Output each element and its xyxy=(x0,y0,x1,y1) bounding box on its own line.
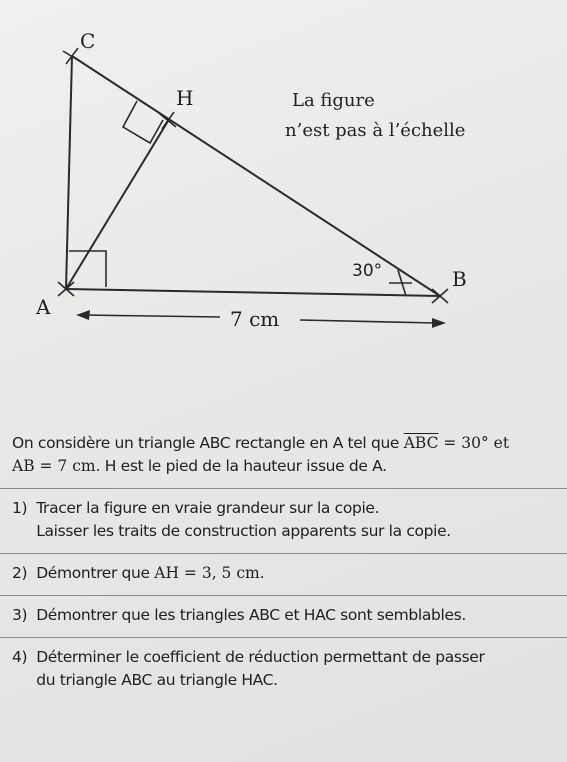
question-1 xyxy=(12,497,560,543)
intro-text-a: On considère un triangle ABC rectangle en A tel que xyxy=(12,434,404,452)
intro-line-2 xyxy=(12,455,560,478)
question-4 xyxy=(12,646,560,692)
question-number: 2) xyxy=(12,564,28,582)
question-2-text: Démontrer que xyxy=(36,564,155,582)
question-4-line-1: Déterminer le coefficient de réduction permettant de passer xyxy=(36,648,485,666)
right-angle-mark-h xyxy=(123,101,163,143)
vertex-label-h: H xyxy=(176,86,194,110)
intro-text-b: = 30° et xyxy=(438,434,510,452)
intro-text-c: . H est le pied de la hauteur issue de A. xyxy=(95,457,387,475)
question-2-line-1 xyxy=(36,562,264,585)
divider xyxy=(0,637,567,638)
altitude-ah xyxy=(66,121,168,289)
length-arrow-right xyxy=(300,320,436,323)
vertex-label-c: C xyxy=(80,29,96,53)
arrow-head-right xyxy=(432,318,446,328)
vertex-label-b: B xyxy=(452,267,467,291)
side-cb xyxy=(72,56,440,296)
angle-label: 30° xyxy=(352,261,383,281)
ab-length: AB = 7 cm xyxy=(12,457,96,475)
question-2-end: . xyxy=(259,564,265,582)
divider xyxy=(0,488,567,489)
question-number: 1) xyxy=(12,499,28,517)
question-1-line-2: Laisser les traits de construction apparents sur la copie. xyxy=(36,522,451,540)
side-ac xyxy=(66,56,72,289)
question-number: 4) xyxy=(12,648,28,666)
question-4-line-2: du triangle ABC au triangle HAC. xyxy=(36,671,278,689)
question-1-line-1: Tracer la figure en vraie grandeur sur la copie. xyxy=(36,499,380,517)
divider xyxy=(0,553,567,554)
question-3-line-1: Démontrer que les triangles ABC et HAC sont semblables. xyxy=(36,606,466,624)
question-3 xyxy=(12,604,560,627)
question-number: 3) xyxy=(12,606,28,624)
exercise-intro xyxy=(12,432,560,478)
scale-note-line2: n’est pas à l’échelle xyxy=(285,120,466,141)
arrow-head-left xyxy=(76,310,90,320)
vertex-label-a: A xyxy=(36,295,51,319)
divider xyxy=(0,595,567,596)
exercise-text xyxy=(12,432,560,692)
length-label: 7 cm xyxy=(230,307,280,331)
angle-abc: $\overline{ABC}$ xyxy=(403,434,439,452)
length-arrow-left xyxy=(84,315,220,317)
triangle-figure xyxy=(0,0,567,360)
side-ab xyxy=(66,289,440,296)
right-angle-mark-a xyxy=(69,251,106,287)
question-2 xyxy=(12,562,560,585)
intro-line-1 xyxy=(12,432,560,455)
ah-length: AH = 3, 5 cm xyxy=(154,564,260,582)
scale-note-line1: La figure xyxy=(292,90,375,111)
